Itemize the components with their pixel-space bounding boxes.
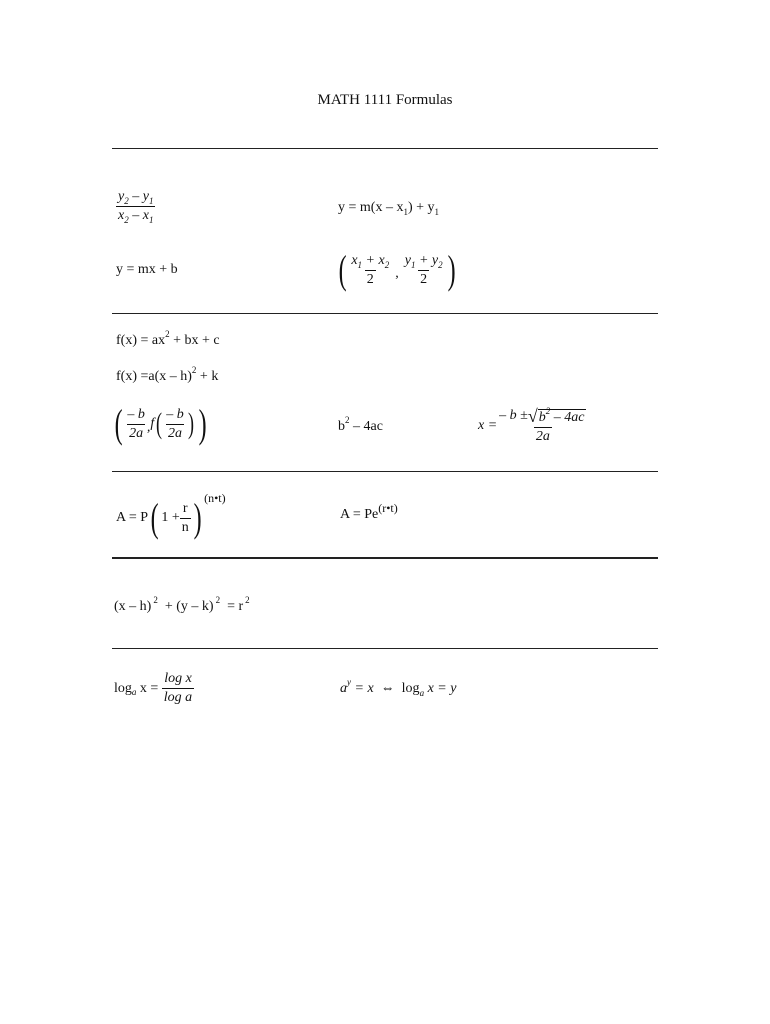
section-divider bbox=[112, 148, 658, 149]
log-exponential-equivalence: $a^y = x$ ⇔ $\log_a x = y$ bbox=[340, 677, 457, 698]
quadratic-formula: x = – b ± √ $b^2 - 4ac$ 2a bbox=[478, 406, 585, 444]
point-slope-formula: $y = m(x - x_1) + y_1$ bbox=[338, 200, 440, 217]
change-of-base-formula: log $_a$ x = $\frac{\text{log x}}{\text{log a}}$ bbox=[114, 671, 193, 705]
continuous-interest-formula: A = Pe(r•t) bbox=[340, 501, 398, 522]
slope-intercept-formula: y = mx + b bbox=[116, 262, 178, 277]
quadratic-vertex-form: f(x) =a(x – h)$^2$ + k bbox=[116, 365, 219, 384]
circle-equation: (x – h) $^2$ + (y – k) $^2$ = r $^2$ bbox=[114, 595, 250, 614]
section-divider bbox=[112, 313, 658, 314]
quadratic-standard-form: $f(x) = ax^2$ + bx + c bbox=[116, 329, 220, 348]
section-divider bbox=[112, 471, 658, 472]
slope-formula: $\frac{y_2 - y_1}{x_2 - x_1}$ bbox=[118, 189, 154, 225]
vertex-formula: ( $\frac{- b}{2a}$ , f ( $\frac{- b}{2a}$ ) ) bbox=[114, 401, 207, 446]
compound-interest-formula: A = P ( 1 + $\frac{r}{n}$ ) (n•t) bbox=[116, 491, 226, 540]
discriminant: $b^2 - 4ac$ bbox=[338, 415, 383, 434]
midpoint-formula: ( $\frac{x_1 + x_2}{2}$ , $\frac{y_1 + y_2}{2}$ ) bbox=[338, 247, 456, 292]
section-divider bbox=[112, 557, 658, 559]
section-divider bbox=[112, 648, 658, 649]
page-title: MATH 1111 Formulas bbox=[317, 92, 453, 108]
